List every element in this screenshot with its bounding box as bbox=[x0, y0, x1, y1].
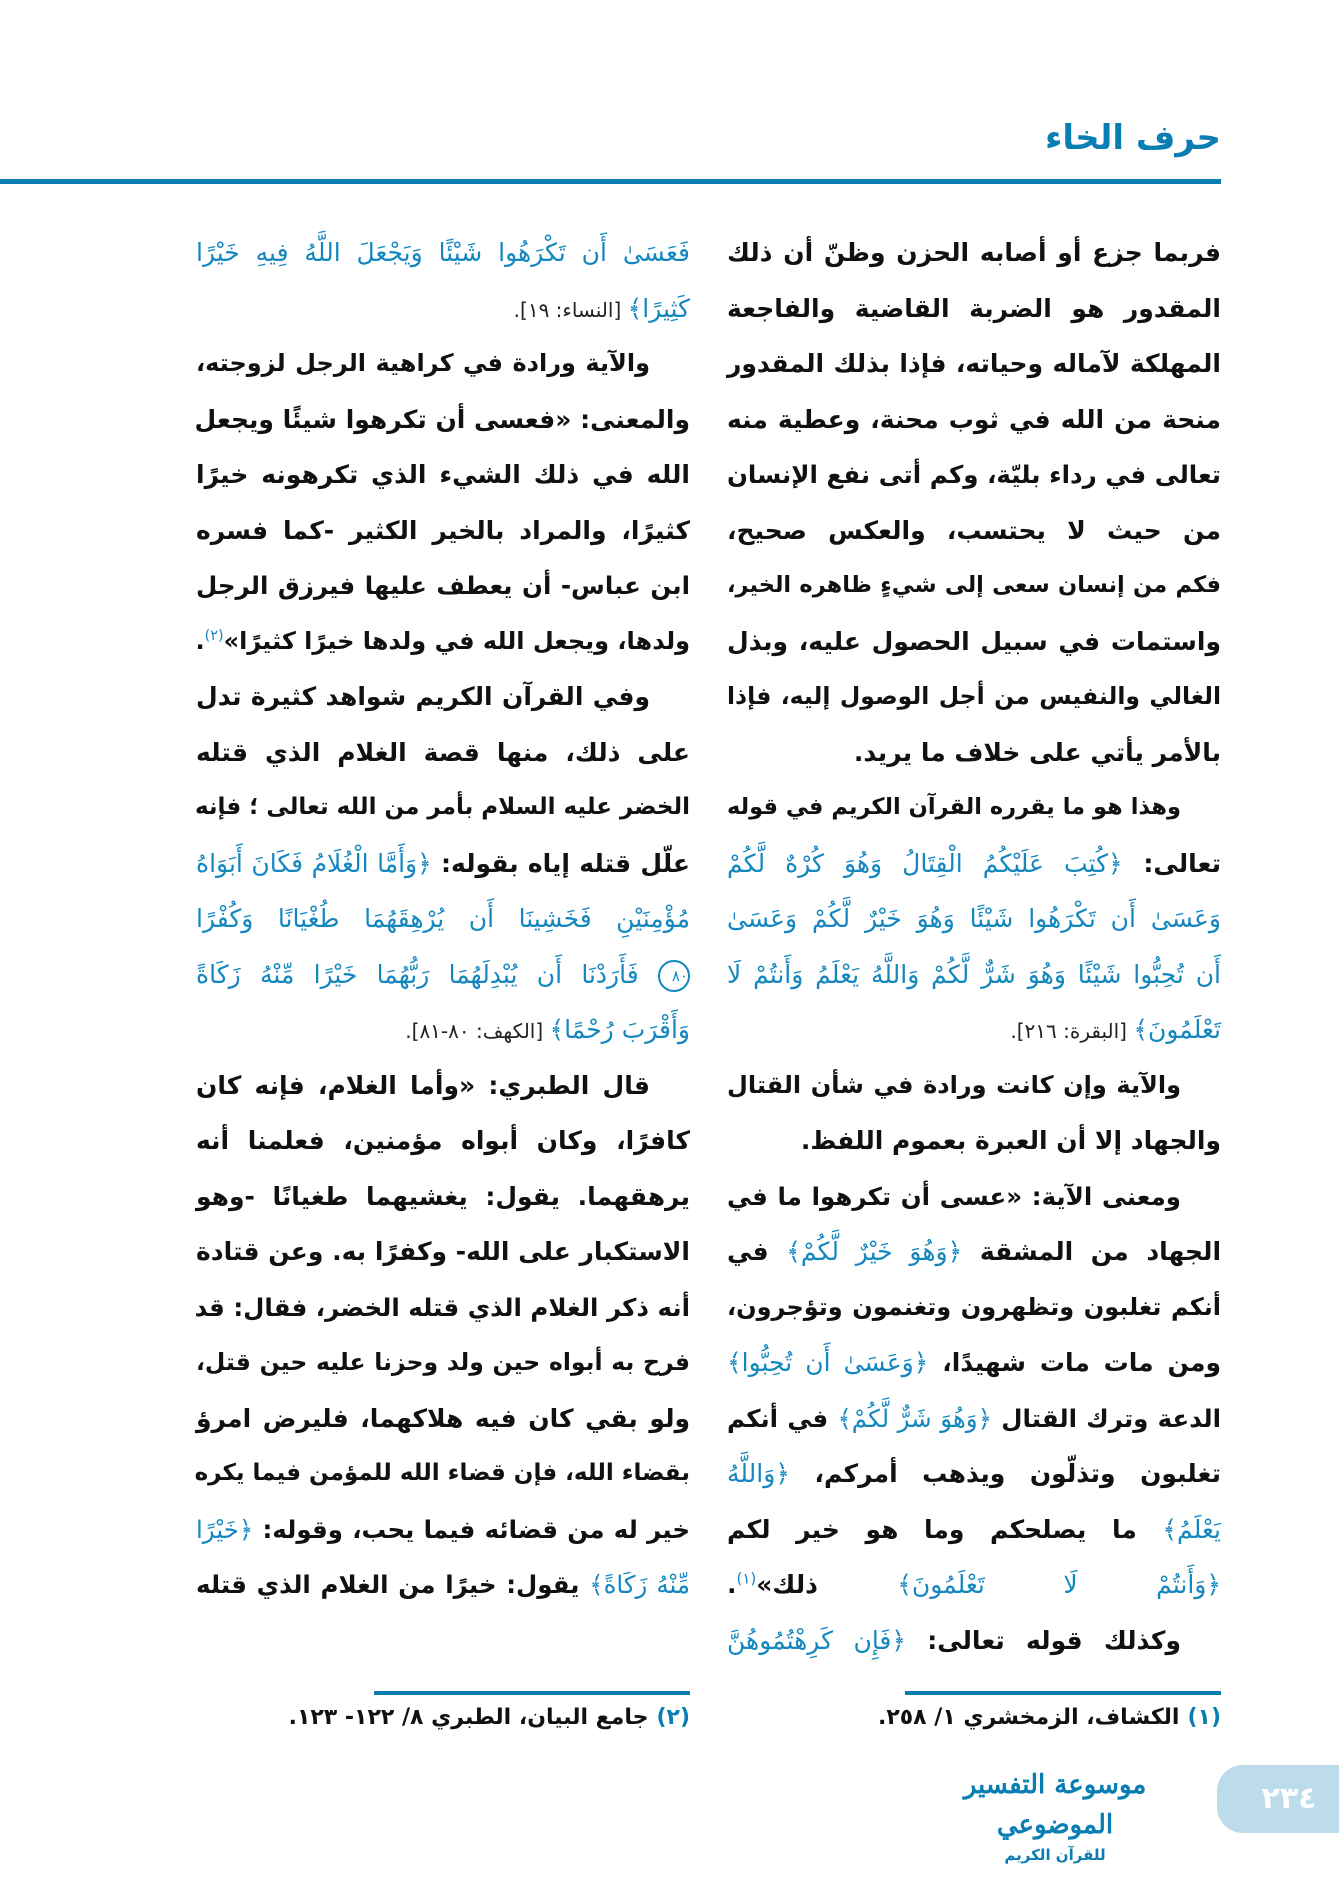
page-number: ٢٣٤ bbox=[1261, 1781, 1317, 1816]
body-text: الاستكبار على الله- وكفرًا به. وعن قتادة bbox=[196, 1237, 690, 1266]
text-line bbox=[196, 1446, 690, 1502]
logo-title: موسوعة التفسير الموضوعي bbox=[963, 1770, 1147, 1840]
quran-verse: مُؤْمِنَيْنِ فَخَشِينَا أَن يُرْهِقَهُمَا طُغْيَانًا وَكُفْرًا bbox=[196, 904, 690, 933]
body-text: والجهاد إلا أن العبرة بعموم اللفظ. bbox=[800, 1126, 1221, 1155]
body-text: بقضاء الله، فإن قضاء الله للمؤمن فيما يكره bbox=[194, 1460, 690, 1486]
text-line bbox=[727, 447, 1221, 503]
verse-citation: [الكهف: ٨٠-٨١]. bbox=[405, 1019, 550, 1043]
encyclopedia-logo bbox=[930, 1765, 1180, 1865]
body-text: المهلكة لآماله وحياته، فإذا بذلك المقدور bbox=[727, 349, 1221, 378]
text-line bbox=[196, 780, 690, 836]
body-text: ولدها، ويجعل الله في ولدها خيرًا كثيرًا» bbox=[223, 626, 690, 655]
quran-verse: أَن تُحِبُّوا شَيْئًا وَهُوَ شَرٌّ لَّكُمْ وَاللَّهُ يَعْلَمُ وَأَنتُمْ لَا bbox=[727, 959, 1221, 989]
text-line bbox=[196, 1280, 690, 1336]
text-line bbox=[196, 669, 690, 725]
text-line bbox=[196, 225, 690, 281]
body-text: فرح به أبواه حين ولد وحزنا عليه حين قتل، bbox=[196, 1348, 690, 1376]
text-line bbox=[727, 1391, 1221, 1447]
text-line bbox=[727, 1224, 1221, 1280]
text-line bbox=[196, 1058, 690, 1114]
quran-verse: ﴿وَهُوَ شَرٌّ لَّكُمْ﴾ bbox=[837, 1403, 992, 1433]
right-text-column bbox=[727, 225, 1221, 1668]
text-line bbox=[196, 1502, 690, 1558]
text-line bbox=[196, 725, 690, 781]
body-text: تعالى في رداء بليّة، وكم أتى نفع الإنسان bbox=[727, 460, 1221, 489]
verse-citation: [النساء: ١٩]. bbox=[513, 297, 628, 322]
text-line bbox=[727, 614, 1221, 670]
body-text: يرهقهما. يقول: يغشيهما طغيانًا -وهو bbox=[196, 1181, 690, 1211]
body-text: الغالي والنفيس من أجل الوصول إليه، فإذا bbox=[727, 682, 1221, 710]
body-text: قال الطبري: «وأما الغلام، فإنه كان bbox=[196, 1070, 650, 1100]
body-text: . bbox=[727, 1570, 737, 1599]
body-text: والآية ورادة في كراهية الرجل لزوجته، bbox=[196, 349, 650, 377]
body-text: يقول: خيرًا من الغلام الذي قتله bbox=[196, 1570, 590, 1599]
header-divider bbox=[0, 179, 1221, 184]
text-line bbox=[196, 503, 690, 559]
text-line bbox=[196, 447, 690, 503]
body-text: فربما جزع أو أصابه الحزن وظنّ أن ذلك bbox=[727, 238, 1221, 267]
body-text: واستمات في سبيل الحصول عليه، وبذل bbox=[727, 626, 1221, 656]
quran-verse: يَعْلَمُ﴾ bbox=[1162, 1514, 1221, 1544]
body-text: بالأمر يأتي على خلاف ما يريد. bbox=[853, 737, 1221, 767]
body-text: كثيرًا، والمراد بالخير الكثير -كما فسره bbox=[196, 515, 690, 545]
body-text: في أنكم bbox=[727, 1403, 838, 1433]
body-text: ومعنى الآية: «عسى أن تكرهوا ما في bbox=[727, 1181, 1181, 1211]
text-line bbox=[727, 947, 1221, 1003]
body-text: ذلك» bbox=[756, 1570, 898, 1599]
body-text: الله في ذلك الشيء الذي تكرهونه خيرًا bbox=[196, 460, 690, 489]
body-text: فكم من إنسان سعى إلى شيءٍ ظاهره الخير، bbox=[727, 572, 1221, 598]
text-line bbox=[727, 725, 1221, 781]
body-text: والمعنى: «فعسى أن تكرهوا شيئًا ويجعل bbox=[194, 404, 690, 434]
text-line bbox=[727, 1113, 1221, 1169]
text-line bbox=[196, 836, 690, 892]
footnote-text: جامع البيان، الطبري ٨/ ١٢٢- ١٢٣. bbox=[288, 1705, 649, 1730]
body-text: في bbox=[727, 1237, 787, 1266]
quran-verse: فَأَرَدْنَا أَن يُبْدِلَهُمَا رَبُّهُمَا خَيْرًا مِّنْهُ زَكَاةً bbox=[196, 959, 658, 989]
body-text: وكذلك قوله تعالى: bbox=[906, 1625, 1182, 1655]
text-line bbox=[196, 1391, 690, 1447]
quran-verse: وَأَقْرَبَ رُحْمًا﴾ bbox=[549, 1015, 690, 1044]
body-text: المقدور هو الضربة القاضية والفاجعة bbox=[727, 293, 1221, 323]
body-text: على ذلك، منها قصة الغلام الذي قتله bbox=[196, 737, 690, 767]
text-line bbox=[727, 1446, 1221, 1502]
body-text: من حيث لا يحتسب، والعكس صحيح، bbox=[727, 515, 1221, 545]
quran-verse: فَعَسَىٰ أَن تَكْرَهُوا شَيْئًا وَيَجْعَلَ اللَّهُ فِيهِ خَيْرًا bbox=[196, 238, 690, 267]
quran-verse: ﴿خَيْرًا bbox=[196, 1514, 254, 1544]
footnote-reference[interactable]: (٢) bbox=[204, 627, 224, 644]
quran-verse: وَعَسَىٰ أَن تَكْرَهُوا شَيْئًا وَهُوَ خَيْرٌ لَّكُمْ وَعَسَىٰ bbox=[727, 904, 1221, 933]
text-line bbox=[727, 336, 1221, 392]
body-text: ابن عباس- أن يعطف عليها فيرزق الرجل bbox=[196, 571, 690, 600]
text-line bbox=[727, 392, 1221, 448]
text-line bbox=[727, 1335, 1221, 1391]
text-line bbox=[196, 947, 690, 1003]
footnote-2 bbox=[289, 1705, 690, 1730]
body-text: علّل قتله إياه بقوله: bbox=[431, 848, 690, 878]
body-text: الدعة وترك القتال bbox=[992, 1403, 1221, 1433]
footnote-1 bbox=[878, 1705, 1221, 1730]
text-line bbox=[727, 1169, 1221, 1225]
text-line bbox=[727, 1058, 1221, 1114]
body-text: الخضر عليه السلام بأمر من الله تعالى ؛ فإنه bbox=[194, 794, 690, 820]
quran-verse: ﴿وَهُوَ خَيْرٌ لَّكُمْ﴾ bbox=[786, 1237, 963, 1266]
text-line bbox=[196, 281, 690, 337]
left-text-column bbox=[196, 225, 690, 1613]
quran-verse: كَثِيرًا﴾ bbox=[627, 293, 690, 323]
text-line bbox=[196, 392, 690, 448]
text-line bbox=[727, 1280, 1221, 1336]
text-line bbox=[196, 1557, 690, 1613]
text-line bbox=[196, 1335, 690, 1391]
quran-verse: تَعْلَمُونَ﴾ bbox=[1133, 1015, 1221, 1044]
text-line bbox=[727, 1557, 1221, 1613]
body-text: ومن مات مات شهيدًا، bbox=[928, 1348, 1221, 1377]
text-line bbox=[727, 1002, 1221, 1058]
text-line bbox=[727, 836, 1221, 892]
footnote-divider-right bbox=[905, 1691, 1221, 1695]
footnote-reference[interactable]: (١) bbox=[736, 1569, 757, 1588]
text-line bbox=[196, 1002, 690, 1058]
quran-verse: ﴿وَأَنتُمْ لَا تَعْلَمُونَ﴾ bbox=[897, 1570, 1221, 1599]
text-line bbox=[727, 281, 1221, 337]
body-text: منحة من الله في ثوب محنة، وعطية منه bbox=[727, 404, 1221, 434]
text-line bbox=[727, 558, 1221, 614]
body-text: وفي القرآن الكريم شواهد كثيرة تدل bbox=[196, 682, 650, 711]
footnote-text: الكشاف، الزمخشري ١/ ٢٥٨. bbox=[877, 1705, 1180, 1730]
body-text: تعالى: bbox=[1122, 848, 1221, 878]
body-text: وهذا هو ما يقرره القرآن الكريم في قوله bbox=[727, 794, 1181, 820]
verse-number-marker: ٨٠ bbox=[658, 960, 690, 992]
body-text: كافرًا، وكان أبواه مؤمنين، فعلمنا أنه bbox=[196, 1126, 690, 1155]
text-line bbox=[196, 614, 690, 670]
quran-verse: مِّنْهُ زَكَاةً﴾ bbox=[589, 1570, 691, 1599]
text-line bbox=[727, 503, 1221, 559]
body-text: ولو بقي كان فيه هلاكهما، فليرض امرؤ bbox=[196, 1403, 690, 1433]
quran-verse: ﴿وَاللَّهُ bbox=[727, 1459, 790, 1488]
text-line bbox=[727, 780, 1221, 836]
body-text: تغلبون وتذلّون ويذهب أمركم، bbox=[789, 1459, 1221, 1488]
text-line bbox=[196, 558, 690, 614]
text-line bbox=[196, 1113, 690, 1169]
page-number-tab bbox=[1217, 1765, 1339, 1833]
verse-citation: [البقرة: ٢١٦]. bbox=[1010, 1019, 1134, 1043]
text-line bbox=[196, 1169, 690, 1225]
body-text: . bbox=[195, 626, 205, 655]
quran-verse: ﴿وَأَمَّا الْغُلَامُ فَكَانَ أَبَوَاهُ bbox=[196, 848, 432, 878]
text-line bbox=[727, 669, 1221, 725]
footnote-number: (٢) bbox=[656, 1705, 690, 1730]
text-line bbox=[196, 336, 690, 392]
quran-verse: ﴿وَعَسَىٰ أَن تُحِبُّوا﴾ bbox=[727, 1348, 929, 1377]
footnote-number: (١) bbox=[1187, 1705, 1221, 1730]
chapter-title: حرف الخاء bbox=[1044, 118, 1221, 158]
text-line bbox=[727, 1502, 1221, 1558]
text-line bbox=[727, 225, 1221, 281]
text-line bbox=[727, 1613, 1221, 1669]
body-text: أنكم تغلبون وتظهرون وتغنمون وتؤجرون، bbox=[727, 1292, 1221, 1321]
footnote-divider-left bbox=[374, 1691, 690, 1695]
text-line bbox=[196, 891, 690, 947]
text-line bbox=[196, 1224, 690, 1280]
body-text: ما يصلحكم وما هو خير لكم bbox=[727, 1514, 1163, 1544]
text-line bbox=[727, 891, 1221, 947]
body-text: والآية وإن كانت ورادة في شأن القتال bbox=[727, 1070, 1181, 1099]
quran-verse: ﴿كُتِبَ عَلَيْكُمُ الْقِتَالُ وَهُوَ كُرْهٌ لَّكُمْ bbox=[727, 848, 1123, 878]
quran-verse: ﴿فَإِن كَرِهْتُمُوهُنَّ bbox=[727, 1625, 907, 1655]
body-text: خير له من قضائه فيما يحب، وقوله: bbox=[253, 1514, 690, 1544]
body-text: الجهاد من المشقة bbox=[962, 1237, 1222, 1266]
logo-subtitle: للقرآن الكريم bbox=[1004, 1846, 1106, 1864]
body-text: أنه ذكر الغلام الذي قتله الخضر، فقال: قد bbox=[194, 1292, 690, 1322]
